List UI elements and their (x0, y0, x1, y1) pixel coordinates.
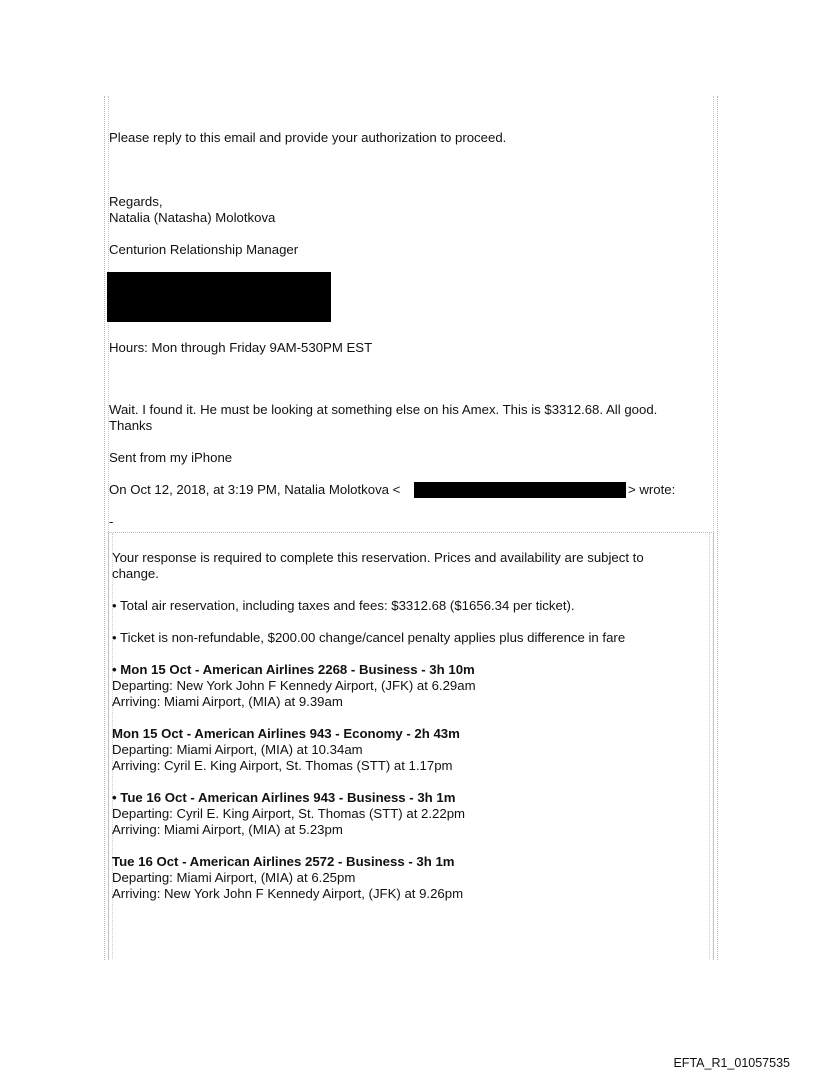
reply-request: Please reply to this email and provide your authorization to proceed. (109, 130, 507, 145)
dash-separator: - (109, 514, 114, 529)
reply-line-1: Wait. I found it. He must be looking at something else on his Amex. This is $3312.68. All good. (109, 402, 658, 417)
sent-from: Sent from my iPhone (109, 450, 233, 465)
sender-name: Natalia (Natasha) Molotkova (109, 210, 276, 225)
flight-4-heading: Tue 16 Oct - American Airlines 2572 - Business - 3h 1m (112, 854, 455, 869)
reply-line-2: Thanks (109, 418, 153, 433)
signoff: Regards, (109, 194, 163, 209)
flight-2-heading: Mon 15 Oct - American Airlines 943 - Economy - 2h 43m (112, 726, 460, 741)
flight-4-departing: Departing: Miami Airport, (MIA) at 6.25pm (112, 870, 356, 885)
reservation-intro-line-2: change. (112, 566, 159, 581)
reservation-intro-line-1: Your response is required to complete this reservation. Prices and availability are subject to (112, 550, 644, 565)
flight-1-arriving: Arriving: Miami Airport, (MIA) at 9.39am (112, 694, 343, 709)
document-id: EFTA_R1_01057535 (673, 1056, 790, 1070)
flight-4-arriving: Arriving: New York John F Kennedy Airport, (JFK) at 9.26pm (112, 886, 464, 901)
flight-3-arriving: Arriving: Miami Airport, (MIA) at 5.23pm (112, 822, 343, 837)
flight-1-departing: Departing: New York John F Kennedy Airport, (JFK) at 6.29am (112, 678, 476, 693)
flight-3-departing: Departing: Cyril E. King Airport, St. Thomas (STT) at 2.22pm (112, 806, 466, 821)
sender-title: Centurion Relationship Manager (109, 242, 299, 257)
quote-header-prefix: On Oct 12, 2018, at 3:19 PM, Natalia Molotkova < (109, 482, 401, 497)
flight-2-arriving: Arriving: Cyril E. King Airport, St. Thomas (STT) at 1.17pm (112, 758, 453, 773)
hours-text: Hours: Mon through Friday 9AM-530PM EST (109, 340, 373, 355)
flight-2-departing: Departing: Miami Airport, (MIA) at 10.34am (112, 742, 363, 757)
quote-header-suffix: > wrote: (628, 482, 676, 497)
redaction-block-email (414, 482, 626, 498)
redaction-block-contact (107, 272, 331, 322)
bullet-total: • Total air reservation, including taxes and fees: $3312.68 ($1656.34 per ticket). (112, 598, 575, 613)
bullet-ticket: • Ticket is non-refundable, $200.00 change/cancel penalty applies plus difference in fare (112, 630, 626, 645)
flight-1-heading: • Mon 15 Oct - American Airlines 2268 - Business - 3h 10m (112, 662, 475, 677)
flight-3-heading: • Tue 16 Oct - American Airlines 943 - Business - 3h 1m (112, 790, 456, 805)
